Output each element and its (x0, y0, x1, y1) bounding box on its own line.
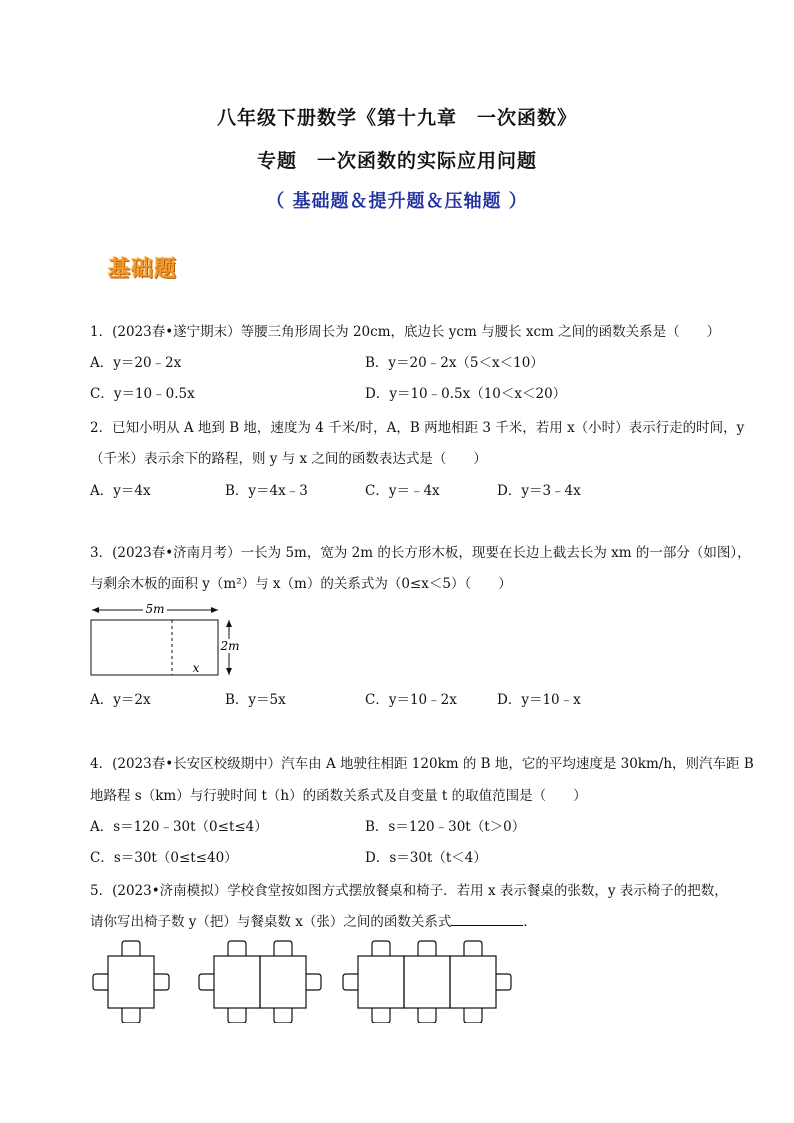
q3-option-b: B．y＝5x (225, 692, 286, 708)
table-2-2 (260, 956, 306, 1008)
q5-stem-line1: 5．(2023•济南模拟）学校食堂按如图方式摆放餐桌和椅子．若用 x 表示餐桌的张数，y 表示椅子的把数， (90, 883, 728, 899)
q5-stem-text: 请你写出椅子数 y（把）与餐桌数 x（张）之间的函数关系式 (90, 914, 452, 930)
q1-stem: 1．(2023春•遂宁期末）等腰三角形周长为 20cm，底边长 ycm 与腰长 xcm 之间的函数关系是（ ） (90, 324, 721, 340)
q3-option-a: A．y＝2x (90, 692, 151, 708)
q1-option-c: C．y＝10﹣0.5x (90, 386, 195, 402)
q3-option-c: C．y＝10﹣2x (365, 692, 457, 708)
q3-fig-x-label: x (192, 661, 200, 675)
table-1-1 (108, 956, 154, 1008)
q1-option-d: D．y＝10﹣0.5x（10＜x＜20） (365, 386, 567, 402)
table-3-3 (450, 956, 496, 1008)
q2-option-c: C．y＝﹣4x (365, 483, 440, 499)
q4-option-d: D．s＝30t（t＜4） (365, 850, 487, 866)
table-2-1 (214, 956, 260, 1008)
doc-title-topic: 专题 一次函数的实际应用问题 (256, 150, 537, 172)
table-3-2 (404, 956, 450, 1008)
q5-tables-figure (86, 938, 546, 1023)
q4-option-c: C．s＝30t（0≤t≤40） (90, 850, 238, 866)
q2-stem-line1: 2．已知小明从 A 地到 B 地，速度为 4 千米/时，A，B 两地相距 3 千米，若用 x（小时）表示行走的时间，y (90, 420, 745, 436)
q3-option-d: D．y＝10﹣x (497, 692, 581, 708)
q4-option-b: B．s＝120﹣30t（t＞0） (365, 819, 526, 835)
doc-title-chapter: 八年级下册数学《第十九章 一次函数》 (216, 107, 577, 129)
chair-left (93, 974, 108, 990)
q2-option-b: B．y＝4x﹣3 (225, 483, 308, 499)
q3-stem-line1: 3．(2023春•济南月考）一长为 5m，宽为 2m 的长方形木板，现要在长边上截去长为 xm 的一部分（如图）， (90, 545, 751, 561)
q3-stem-line2: 与剩余木板的面积 y（m²）与 x（m）的关系式为（0≤x＜5）（ ） (90, 576, 512, 592)
q1-option-b: B．y＝20﹣2x（5＜x＜10） (365, 355, 544, 371)
q5-answer-blank (451, 913, 523, 926)
q4-stem-line1: 4．(2023春•长安区校级期中）汽车由 A 地驶往相距 120km 的 B 地，它的平均速度是 30km/h，则汽车距 B (90, 756, 754, 772)
q3-board-figure (88, 600, 248, 680)
q2-stem-line2: （千米）表示余下的路程，则 y 与 x 之间的函数表达式是（ ） (90, 451, 487, 467)
q5-stem-end: ． (523, 914, 537, 930)
doc-title-levels: （ 基础题＆提升题＆压轴题 ） (266, 191, 528, 212)
q4-stem-line2: 地路程 s（km）与行驶时间 t（h）的函数关系式及自变量 t 的取值范围是（ ） (90, 788, 587, 804)
chair-top (122, 941, 140, 956)
q2-option-d: D．y＝3﹣4x (497, 483, 581, 499)
q1-option-a: A．y＝20﹣2x (90, 355, 182, 371)
q4-option-a: A．s＝120﹣30t（0≤t≤4） (90, 819, 268, 835)
chair-bottom (122, 1008, 140, 1023)
q3-fig-length-label: 5m (145, 602, 165, 616)
section-badge-basic: 基础题 (108, 257, 178, 282)
q2-option-a: A．y＝4x (90, 483, 151, 499)
q5-stem-line2 (90, 913, 537, 931)
table-3-1 (358, 956, 404, 1008)
chair-right (154, 974, 169, 990)
q3-fig-width-label: 2m (220, 639, 240, 653)
